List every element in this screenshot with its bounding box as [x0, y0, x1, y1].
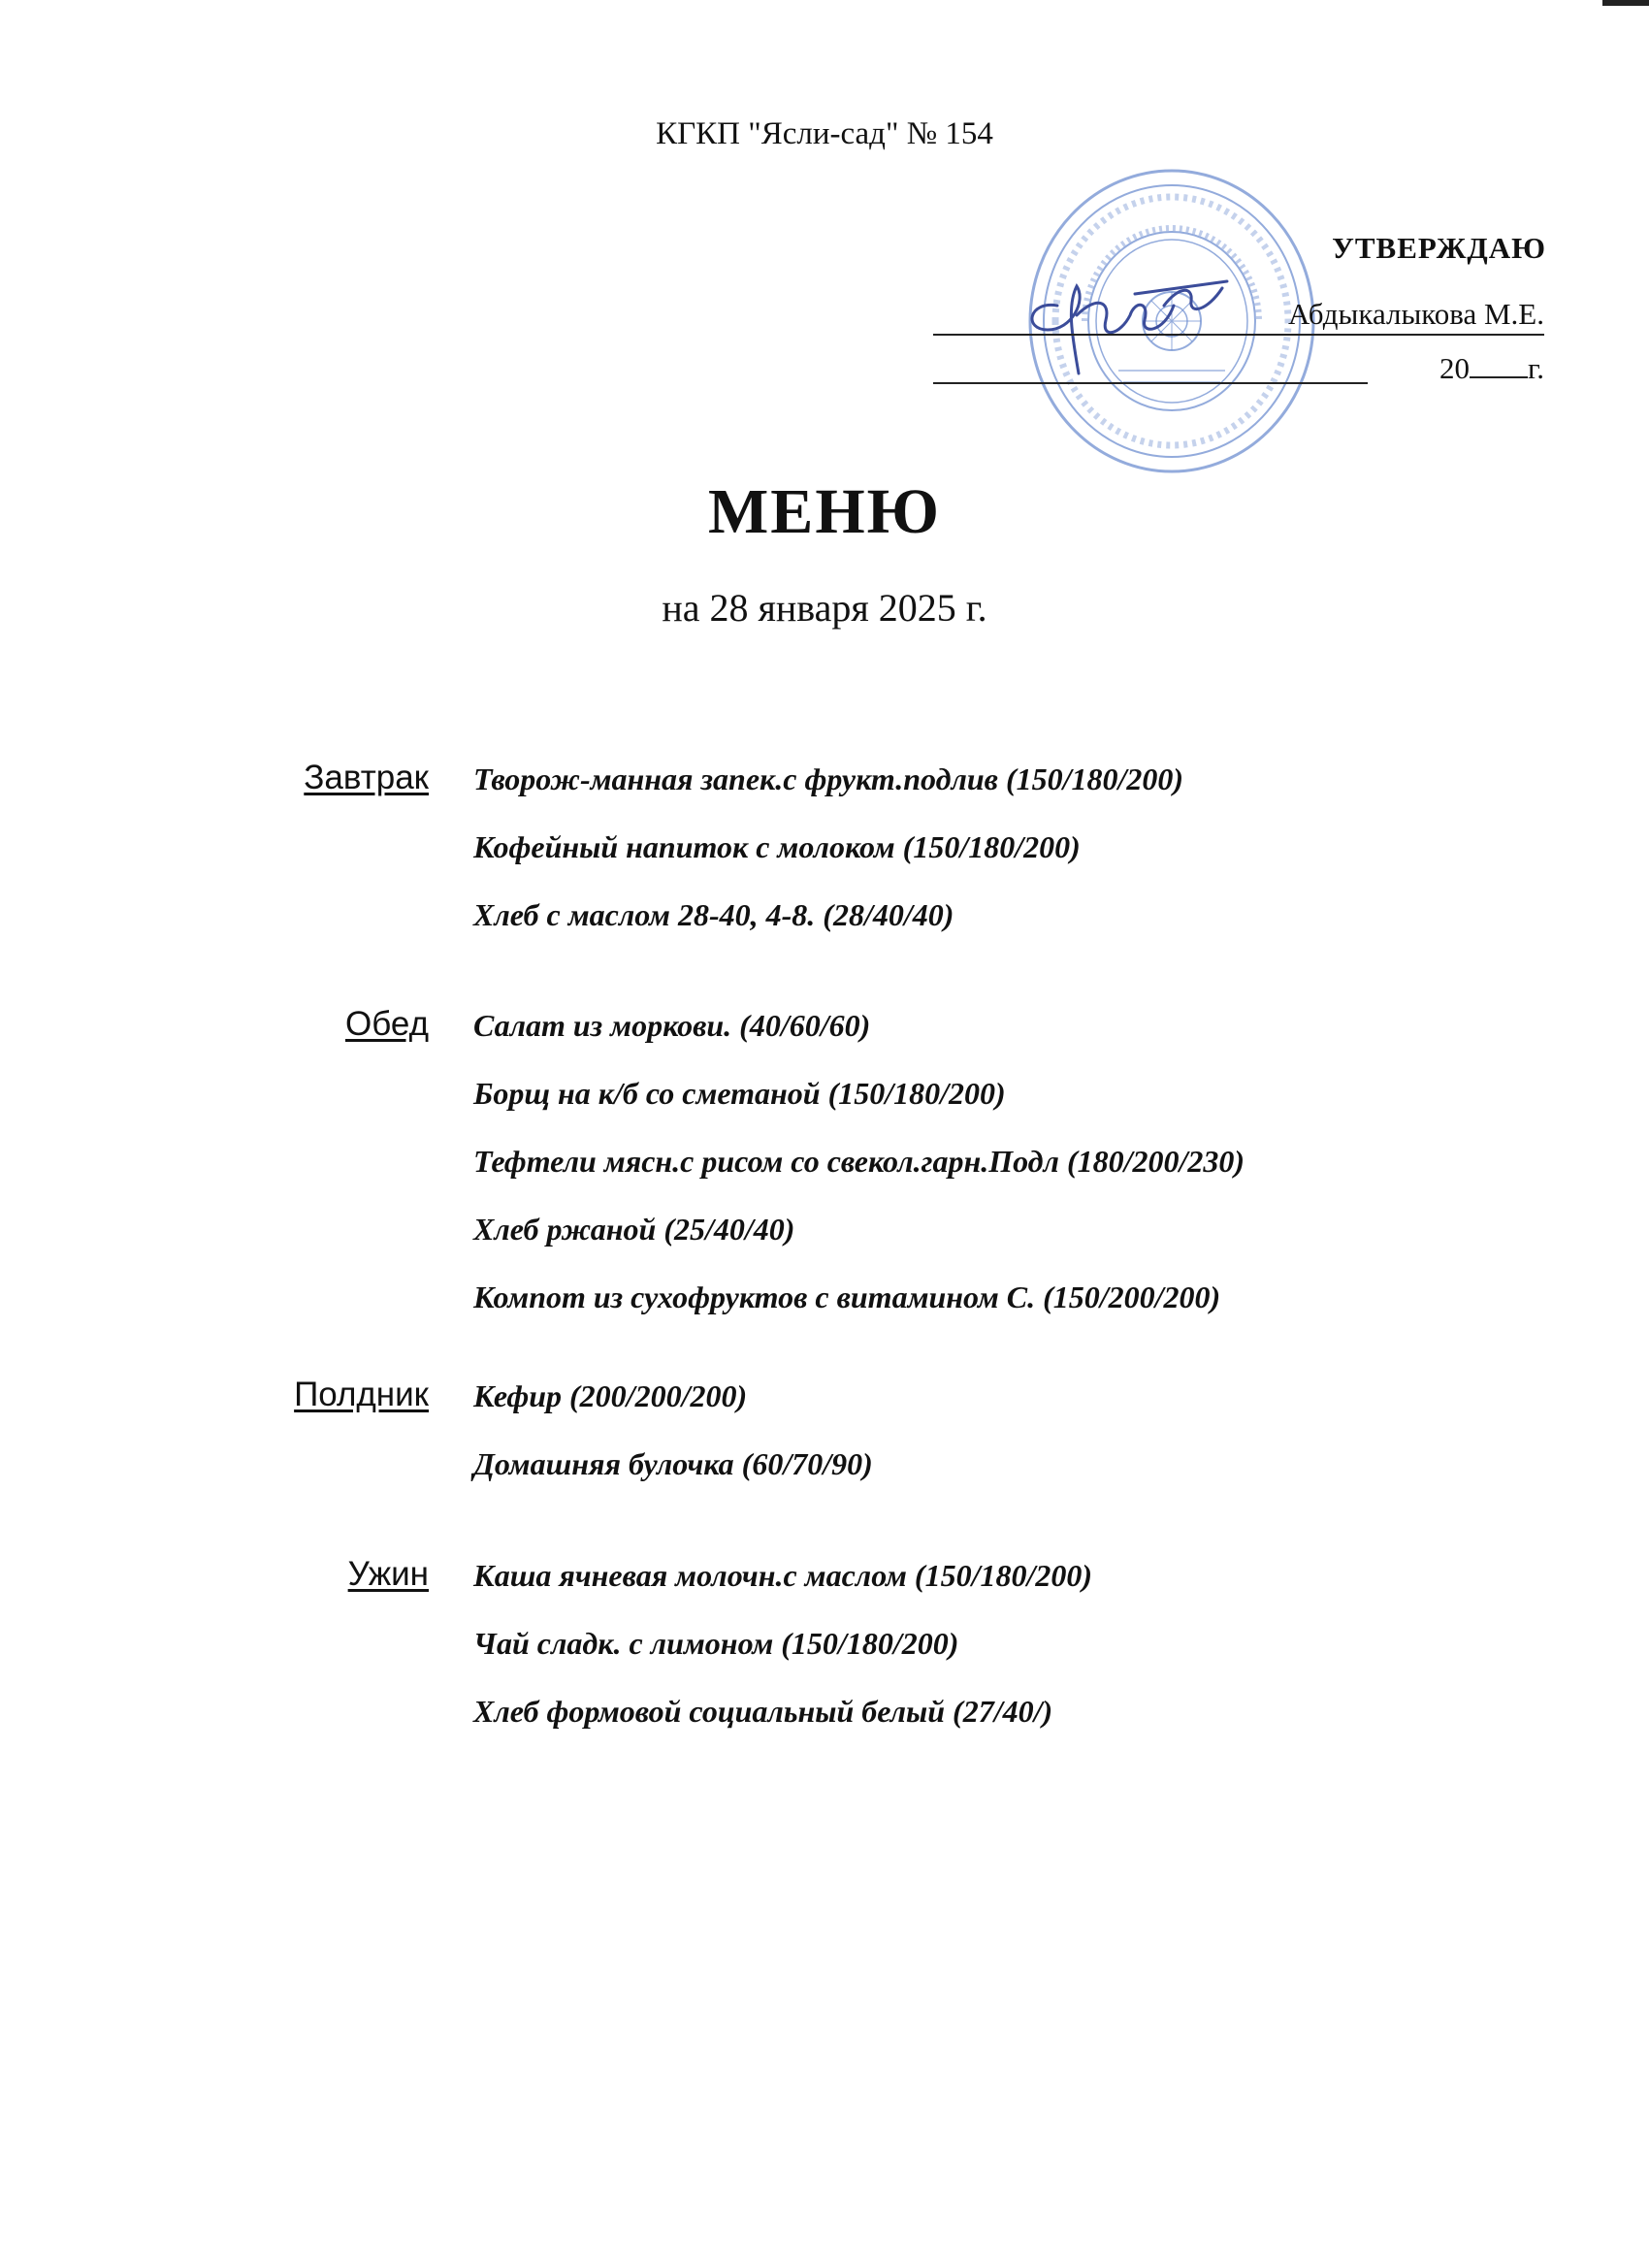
meal-label: Обед [345, 1005, 429, 1043]
dish-item: Салат из моркови. (40/60/60) [473, 1008, 871, 1043]
dish-item: Каша ячневая молочн.с маслом (150/180/200) [473, 1558, 1092, 1593]
meal-label: Ужин [347, 1555, 429, 1593]
document-date: на 28 января 2025 г. [662, 586, 987, 630]
approval-year-prefix: 20 [1439, 351, 1471, 385]
scan-corner-mark [1602, 0, 1649, 6]
dish-item: Чай сладк. с лимоном (150/180/200) [473, 1626, 959, 1661]
dish-item: Компот из сухофруктов с витамином С. (150/200/200) [473, 1280, 1221, 1314]
dish-item: Кофейный напиток с молоком (150/180/200) [473, 829, 1081, 864]
dish-item: Хлеб с маслом 28-40, 4-8. (28/40/40) [473, 897, 954, 932]
dish-item: Хлеб формовой социальный белый (27/40/) [473, 1694, 1053, 1729]
approval-name: Абдыкалыкова М.Е. [1287, 297, 1544, 331]
dish-item: Тефтели мясн.с рисом со свекол.гарн.Подл (180/200/230) [473, 1144, 1245, 1179]
dish-item: Творож-манная запек.с фрукт.подлив (150/180/200) [473, 761, 1184, 796]
document-title: МЕНЮ [708, 476, 941, 547]
approval-title: УТВЕРЖДАЮ [1332, 231, 1546, 265]
meal-label: Полдник [294, 1376, 429, 1413]
approval-date-line [933, 336, 1368, 384]
dish-item: Домашняя булочка (60/70/90) [473, 1446, 873, 1481]
approval-year-suffix: г. [1528, 351, 1544, 385]
dish-item: Борщ на к/б со сметаной (150/180/200) [473, 1076, 1006, 1111]
meal-label: Завтрак [304, 759, 429, 796]
approval-year-blank [1470, 349, 1528, 378]
approval-year [1439, 349, 1544, 386]
dish-item: Хлеб ржаной (25/40/40) [473, 1212, 795, 1247]
organization-name: КГКП "Ясли-сад" № 154 [656, 116, 993, 151]
dish-item: Кефир (200/200/200) [473, 1378, 748, 1413]
